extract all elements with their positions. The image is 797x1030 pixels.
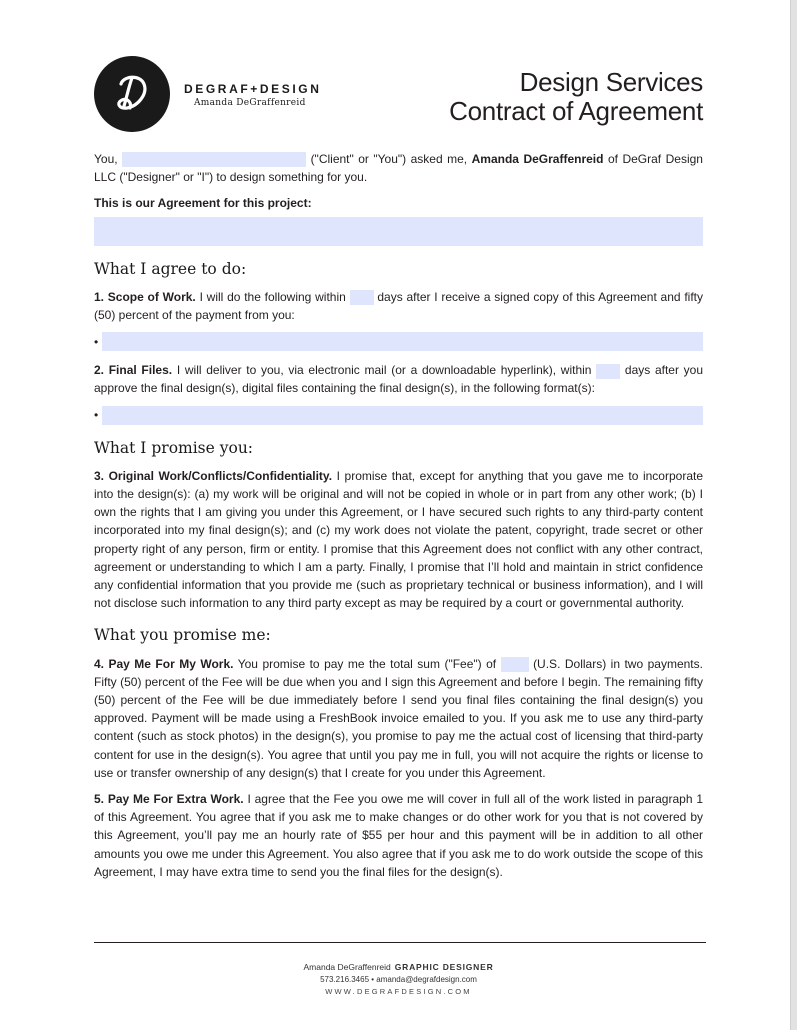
title-line-2: Contract of Agreement	[449, 96, 703, 126]
agreement-label: This is our Agreement for this project:	[94, 196, 312, 211]
brand-name: DEGRAF+DESIGN	[184, 82, 322, 96]
scope-item-field[interactable]	[102, 332, 703, 351]
original-work-text: I promise that, except for anything that you gave me to incorporate into the design(s): (a) my work will be original and will not be copied in whole or in part from any other work; (b) I own the rights that I am giving you under this Agreement, or I have secured such rights to any third-party content incorporated into my final design(s); and (c) my work does not violate the patent, copyright, trade secret or other property right of any person, firm or entity. I promise that this Agreement does not conflict with any other contract, agreement or understanding to which I am a party. Finally, I promise that I’ll hold and maintain in strict confidence any confidential information that you provide me (such as proprietary technical or business information), and I will not disclose such information to any third party except as may be required by a court or governmental authority.	[94, 468, 704, 611]
extra-work-text: I agree that the Fee you owe me will cover in full all of the work listed in paragraph 1 of this Agreement. You agree that if you ask me to make changes or do other work for you that is not covered by this Agreement, you’ll pay me an hourly rate of $55 per hour and this payment will be in addition to all other amounts you owe me under this Agreement. You also agree that if you ask me to do work outside the scope of this Agreement, I may have extra time to send you the final files for the design(s).	[94, 792, 703, 879]
contract-body	[94, 150, 703, 889]
bullet-marker: •	[94, 334, 99, 349]
original-work-label: 3. Original Work/Conflicts/Confidentiality.	[94, 468, 333, 483]
footer-name: Amanda DeGraffenreid	[303, 962, 391, 972]
formats-bullet-row	[94, 406, 703, 425]
document-title	[449, 68, 703, 126]
client-name-field[interactable]	[122, 152, 306, 167]
footer-role: GRAPHIC DESIGNER	[394, 962, 494, 972]
scope-bullet-row	[94, 332, 703, 351]
footer-name-line	[0, 962, 797, 972]
intro-text: ("Client" or "You") asked me,	[310, 152, 468, 166]
pay-for-work-label: 4. Pay Me For My Work.	[94, 656, 234, 671]
scope-days-field[interactable]	[350, 290, 374, 305]
footer-website[interactable]: WWW.DEGRAFDESIGN.COM	[325, 987, 472, 996]
intro-paragraph	[94, 150, 703, 186]
original-work-paragraph	[94, 467, 703, 613]
page-edge-shadow	[790, 0, 797, 1030]
logo-icon	[94, 56, 170, 132]
designer-name: Amanda DeGraffenreid	[471, 152, 604, 166]
scope-text-a: I will do the following within	[199, 289, 346, 304]
final-files-text-b: days after you approve the final design(s), digital files containing the final design(s), in the following format(s):	[94, 363, 704, 396]
heading-what-i-promise: What I promise you:	[94, 438, 254, 457]
project-description-field[interactable]	[94, 217, 703, 246]
final-files-paragraph	[94, 361, 703, 397]
footer-divider	[94, 942, 706, 943]
file-format-field[interactable]	[102, 406, 703, 425]
heading-what-you-promise: What you promise me:	[94, 626, 271, 645]
final-files-text-a: I will deliver to you, via electronic mail (or a downloadable hyperlink), within	[176, 363, 592, 378]
pay-text-a: You promise to pay me the total sum ("Fee") of	[237, 656, 497, 671]
agreement-label-row	[94, 194, 703, 212]
scope-of-work-paragraph	[94, 288, 703, 324]
bullet-marker: •	[94, 408, 99, 423]
final-files-label: 2. Final Files.	[94, 363, 173, 378]
footer-contact: 573.216.3465 • amanda@degrafdesign.com	[320, 975, 477, 984]
pay-text-b: (U.S. Dollars) in two payments. Fifty (50) percent of the Fee will be due when you and I sign this Agreement and before I begin. The remaining fifty (50) percent of the Fee will be due immediately before I send you final files containing the final design(s) you approved. Payment will be made using a FreshBook invoice emailed to you. If you ask me to use any third-party content (such as stock photos) in the design(s), you promise to pay me the actual cost of licensing that third-party content for use in the design(s). You agree that until you pay me in full, you will not acquire the rights or license to use or transfer ownership of any design(s) that I create for you under this Agreement.	[94, 656, 703, 780]
heading-what-i-agree: What I agree to do:	[94, 259, 247, 278]
fee-amount-field[interactable]	[501, 657, 529, 672]
intro-rest: of DeGraf Design LLC ("Designer" or "I") to design something for you.	[94, 152, 703, 185]
brand-subtitle: Amanda DeGraffenreid	[194, 98, 306, 108]
pay-for-work-paragraph	[94, 655, 703, 782]
extra-work-paragraph	[94, 790, 703, 881]
scope-text-b: days after I receive a signed copy of this Agreement and fifty (50) percent of the payment from you:	[94, 289, 704, 323]
final-files-days-field[interactable]	[596, 364, 620, 379]
intro-you: You,	[94, 152, 118, 166]
scope-of-work-label: 1. Scope of Work.	[94, 289, 196, 304]
title-line-1: Design Services	[519, 67, 703, 97]
extra-work-label: 5. Pay Me For Extra Work.	[94, 792, 244, 807]
